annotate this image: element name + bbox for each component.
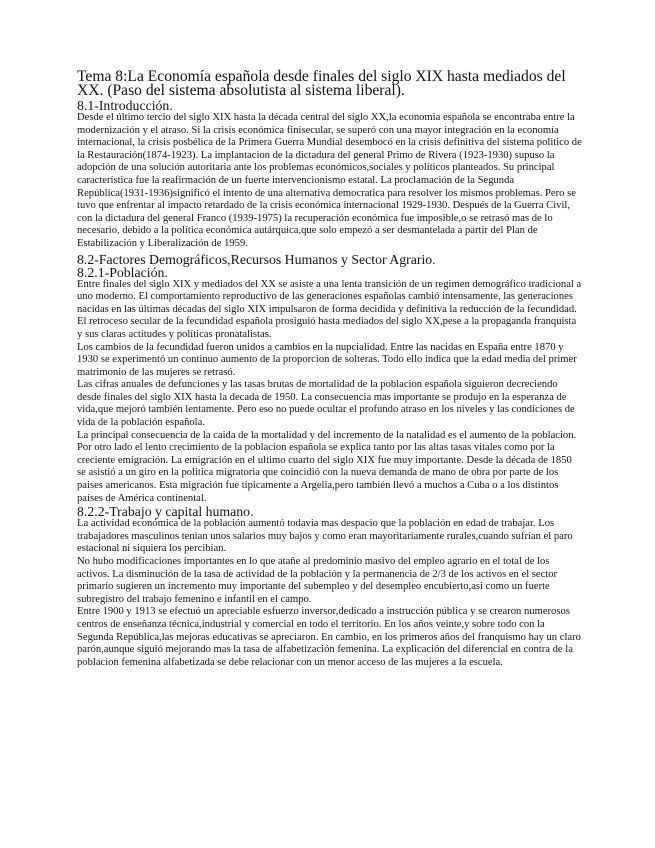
paragraph: La principal consecuencia de la caida de la mortalidad y del incremento de la natalidad es el aumento de la poblacion. — [77, 429, 577, 441]
paragraph: Desde el último tercio del siglo XIX hasta la década central del siglo XX,la economia española se encontraba entre la modernización y el atraso. Si la crisis económica finisecular, se superó con una mayor integración en la economía internacional, la crisis posbélica de la Primera Guerra Mundial desembocó en la crisis definitiva del sistema politico de la Restauración(1874-1923). La implantacion de la dictadura del general Primo de Rivera (1923-1930) supuso la adopción de una solución autoritaria ante los problemas económicos,sociales y políticos planteados. Su principal característica fue la reafirmación de un fuerte intervencionismo estatal. La proclamación de la Segunda República(1931-1936)significó el intento de una alternativa democratica para resolver los mismos problemas. Pero se tuvo que enfrentar al impacto retardado de la crisis económica internacional 1929-1930. Después de la Guerra Civil, con la dictadura del general Franco (1939-1975) la recuperación económica fue imposible,o se retrasó mas de lo necesario, debido a la política económica autárquica,que solo empezó a ser desmantelada a partir del Plan de Estabilización y Liberalización de 1959. — [77, 112, 582, 249]
paragraph: La actividad económica de la población aumentó todavia mas despacio que la población en edad de trabajar. Los trabajadores masculinos tenian unos salarios muy bajos y como eran mayoritariamente rurales,cuando sufrían el paro estacional ni siquiera los percibían. — [77, 518, 573, 555]
paragraph: Entre 1900 y 1913 se efectuó un apreciable esfuerzo inversor,dedicado a instrucción pública y se crearon numerosos centros de enseñanza técnica,industrial y comercial en todo el territorio. En los años veinte,y sobre todo con la Segunda República,las mejoras educativas se apreciaron. En cambio, en los primeros años del franquismo hay un claro parón,aunque siguió mejorando mas la tasa de alfabetización femenina. La explicación del diferencial en contra de la poblacion femenina alfabetizada se debe relacionar con un menor acceso de las mujeres a la escuela. — [77, 606, 581, 668]
paragraph: Los cambios de la fecundidad fueron unidos a cambios en la nupcialidad. Entre las nacidas en España entre 1870 y 1930 se experimentó un continuo aumento de la proporcion de solteras. Todo ello indica que la edad media del primer matrimonio de las mujeres se retrasó. — [77, 341, 577, 378]
paragraph: Por otro lado el lento crecimiento de la poblacion española se explica tanto por las altas tasas vitales como por la creciente emigración. La emigración en el ultimo cuarto del siglo XIX fue muy importante. Desde la década de 1850 se asistió a un giro en la politica migratoria que coincidió con la nueva demanda de mano de obra por parte de los paises americanos. Esta migración fue típicamente a Argelia,pero también llevó a muchos a Cuba o a los distintos paises de América continental. — [77, 442, 572, 504]
paragraph: Entre finales del siglo XIX y mediados del XX se asiste a una lenta transición de un regimen demográfico tradicional a uno moderno. El comportamiento reproductivo de las generaciones españolas cambió intensamente, las generaciones nacidas en las últimas décadas del siglo XIX impulsaron de forma decidida y definitiva la reducción de la fecundidad. El retroceso secular de la fecundidad española prosiguió hasta mediados del siglo XX,pese a la propaganda franquista y sus claras actitudes y políticas pronatalistas. — [77, 278, 582, 340]
document-title: Tema 8:La Economía española desde finales del siglo XIX hasta mediados del XX. (Paso del sistema absolutista al sistema liberal). — [77, 68, 566, 99]
subsection-heading-poblacion: 8.2.1-Población. — [77, 264, 168, 280]
paragraph: No hubo modificaciones importantes en lo que atañe al predominio masivo del empleo agrario en el total de los activos. La disminución de la tasa de actividad de la población y la permanencia de 2/3 de los activos en el sector primario sugieren un incremento muy importante del subempleo y del desempleo encubierto,asi como un fuerte subregistro del trabajo femenino e infantil en el campo. — [77, 556, 558, 605]
section-heading-introduccion: 8.1-Introducción. — [77, 98, 173, 113]
paragraph: Las cifras anuales de defunciones y las tasas brutas de mortalidad de la poblacion española siguieron decreciendo desde finales del siglo XIX hasta la decada de 1950. La consecuencia mas importante se produjo en la esperanza de vida,que mejoró también lentamente. Pero eso no puede ocultar el profundo atraso en los niveles y las condiciones de vida de la población española. — [77, 379, 575, 429]
document-body — [77, 70, 583, 669]
subsection-heading-trabajo: 8.2.2-Trabajo y capital humano. — [77, 504, 254, 520]
section-heading-factores: 8.2-Factores Demográficos,Recursos Humanos y Sector Agrario. — [77, 251, 436, 267]
